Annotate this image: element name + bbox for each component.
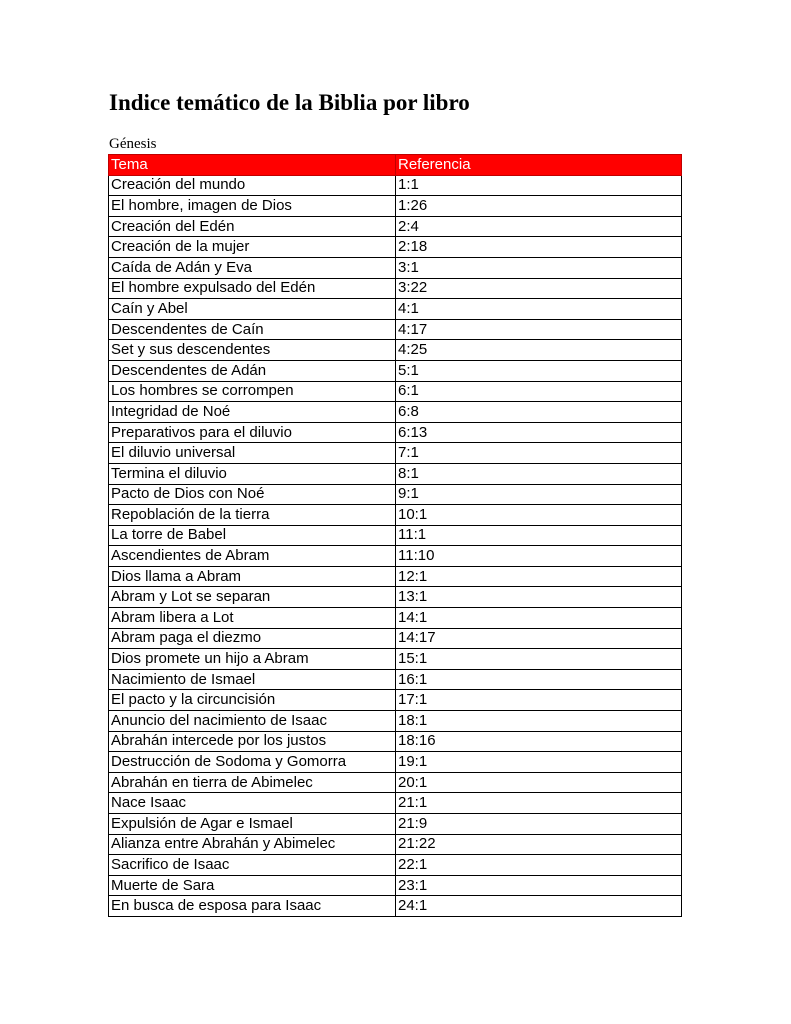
reference-cell: 12:1 (396, 566, 682, 587)
topics-table (108, 154, 682, 917)
table-row (109, 175, 682, 196)
reference-cell: 21:9 (396, 814, 682, 835)
table-row (109, 319, 682, 340)
topic-cell: El hombre, imagen de Dios (109, 196, 396, 217)
reference-cell: 2:18 (396, 237, 682, 258)
topic-cell: Caín y Abel (109, 299, 396, 320)
reference-cell: 16:1 (396, 669, 682, 690)
topic-cell: El hombre expulsado del Edén (109, 278, 396, 299)
topic-cell: Destrucción de Sodoma y Gomorra (109, 752, 396, 773)
topic-cell: Los hombres se corrompen (109, 381, 396, 402)
table-row (109, 216, 682, 237)
reference-cell: 19:1 (396, 752, 682, 773)
reference-cell: 6:8 (396, 402, 682, 423)
table-row (109, 628, 682, 649)
topic-cell: Caída de Adán y Eva (109, 257, 396, 278)
topic-cell: Termina el diluvio (109, 463, 396, 484)
reference-cell: 8:1 (396, 463, 682, 484)
topic-cell: Abram libera a Lot (109, 608, 396, 629)
table-row (109, 649, 682, 670)
reference-cell: 4:25 (396, 340, 682, 361)
topic-cell: Creación del Edén (109, 216, 396, 237)
reference-cell: 15:1 (396, 649, 682, 670)
reference-cell: 24:1 (396, 896, 682, 917)
topic-cell: El diluvio universal (109, 443, 396, 464)
reference-cell: 4:17 (396, 319, 682, 340)
table-row (109, 505, 682, 526)
table-row (109, 381, 682, 402)
table-row (109, 422, 682, 443)
topic-cell: Anuncio del nacimiento de Isaac (109, 711, 396, 732)
table-row (109, 772, 682, 793)
reference-cell: 14:1 (396, 608, 682, 629)
topic-cell: Muerte de Sara (109, 875, 396, 896)
reference-cell: 3:1 (396, 257, 682, 278)
reference-cell: 20:1 (396, 772, 682, 793)
table-row (109, 237, 682, 258)
reference-cell: 23:1 (396, 875, 682, 896)
column-header-tema: Tema (109, 155, 396, 176)
reference-cell: 1:26 (396, 196, 682, 217)
table-row (109, 793, 682, 814)
reference-cell: 11:1 (396, 525, 682, 546)
topic-cell: Alianza entre Abrahán y Abimelec (109, 834, 396, 855)
table-row (109, 669, 682, 690)
table-row (109, 546, 682, 567)
table-row (109, 834, 682, 855)
table-row (109, 463, 682, 484)
reference-cell: 13:1 (396, 587, 682, 608)
table-row (109, 752, 682, 773)
table-row (109, 896, 682, 917)
topic-cell: En busca de esposa para Isaac (109, 896, 396, 917)
reference-cell: 6:1 (396, 381, 682, 402)
table-header (109, 155, 682, 176)
section-label: Génesis (109, 136, 157, 152)
header-row (109, 155, 682, 176)
table-row (109, 711, 682, 732)
topic-cell: Abram paga el diezmo (109, 628, 396, 649)
table-body (109, 175, 682, 916)
page-title: Indice temático de la Biblia por libro (109, 90, 470, 115)
topic-cell: Abrahán intercede por los justos (109, 731, 396, 752)
table-row (109, 587, 682, 608)
topic-cell: Descendentes de Adán (109, 360, 396, 381)
reference-cell: 21:1 (396, 793, 682, 814)
reference-cell: 5:1 (396, 360, 682, 381)
reference-cell: 4:1 (396, 299, 682, 320)
table-row (109, 566, 682, 587)
table-row (109, 690, 682, 711)
table-row (109, 443, 682, 464)
topic-cell: El pacto y la circuncisión (109, 690, 396, 711)
topic-cell: Dios llama a Abram (109, 566, 396, 587)
topic-cell: Ascendientes de Abram (109, 546, 396, 567)
table-row (109, 196, 682, 217)
reference-cell: 17:1 (396, 690, 682, 711)
table-row (109, 402, 682, 423)
topic-cell: Creación de la mujer (109, 237, 396, 258)
topic-cell: Sacrifico de Isaac (109, 855, 396, 876)
table-row (109, 875, 682, 896)
table-row (109, 484, 682, 505)
table-row (109, 340, 682, 361)
topic-cell: Repoblación de la tierra (109, 505, 396, 526)
topic-cell: Integridad de Noé (109, 402, 396, 423)
topic-cell: Pacto de Dios con Noé (109, 484, 396, 505)
table-row (109, 525, 682, 546)
topic-cell: Nacimiento de Ismael (109, 669, 396, 690)
table-row (109, 299, 682, 320)
topic-cell: Expulsión de Agar e Ismael (109, 814, 396, 835)
column-header-referencia: Referencia (396, 155, 682, 176)
reference-cell: 6:13 (396, 422, 682, 443)
table-row (109, 731, 682, 752)
reference-cell: 3:22 (396, 278, 682, 299)
topic-cell: Preparativos para el diluvio (109, 422, 396, 443)
topic-cell: Abram y Lot se separan (109, 587, 396, 608)
reference-cell: 22:1 (396, 855, 682, 876)
topic-cell: Creación del mundo (109, 175, 396, 196)
topic-cell: Descendentes de Caín (109, 319, 396, 340)
table-row (109, 814, 682, 835)
table-row (109, 608, 682, 629)
table-row (109, 278, 682, 299)
topic-cell: Dios promete un hijo a Abram (109, 649, 396, 670)
topic-cell: Abrahán en tierra de Abimelec (109, 772, 396, 793)
table-row (109, 257, 682, 278)
reference-cell: 14:17 (396, 628, 682, 649)
reference-cell: 1:1 (396, 175, 682, 196)
reference-cell: 7:1 (396, 443, 682, 464)
reference-cell: 18:16 (396, 731, 682, 752)
reference-cell: 21:22 (396, 834, 682, 855)
reference-cell: 9:1 (396, 484, 682, 505)
reference-cell: 10:1 (396, 505, 682, 526)
reference-cell: 11:10 (396, 546, 682, 567)
reference-cell: 2:4 (396, 216, 682, 237)
topic-cell: Nace Isaac (109, 793, 396, 814)
table-row (109, 360, 682, 381)
table-row (109, 855, 682, 876)
topic-cell: Set y sus descendentes (109, 340, 396, 361)
reference-cell: 18:1 (396, 711, 682, 732)
topic-cell: La torre de Babel (109, 525, 396, 546)
